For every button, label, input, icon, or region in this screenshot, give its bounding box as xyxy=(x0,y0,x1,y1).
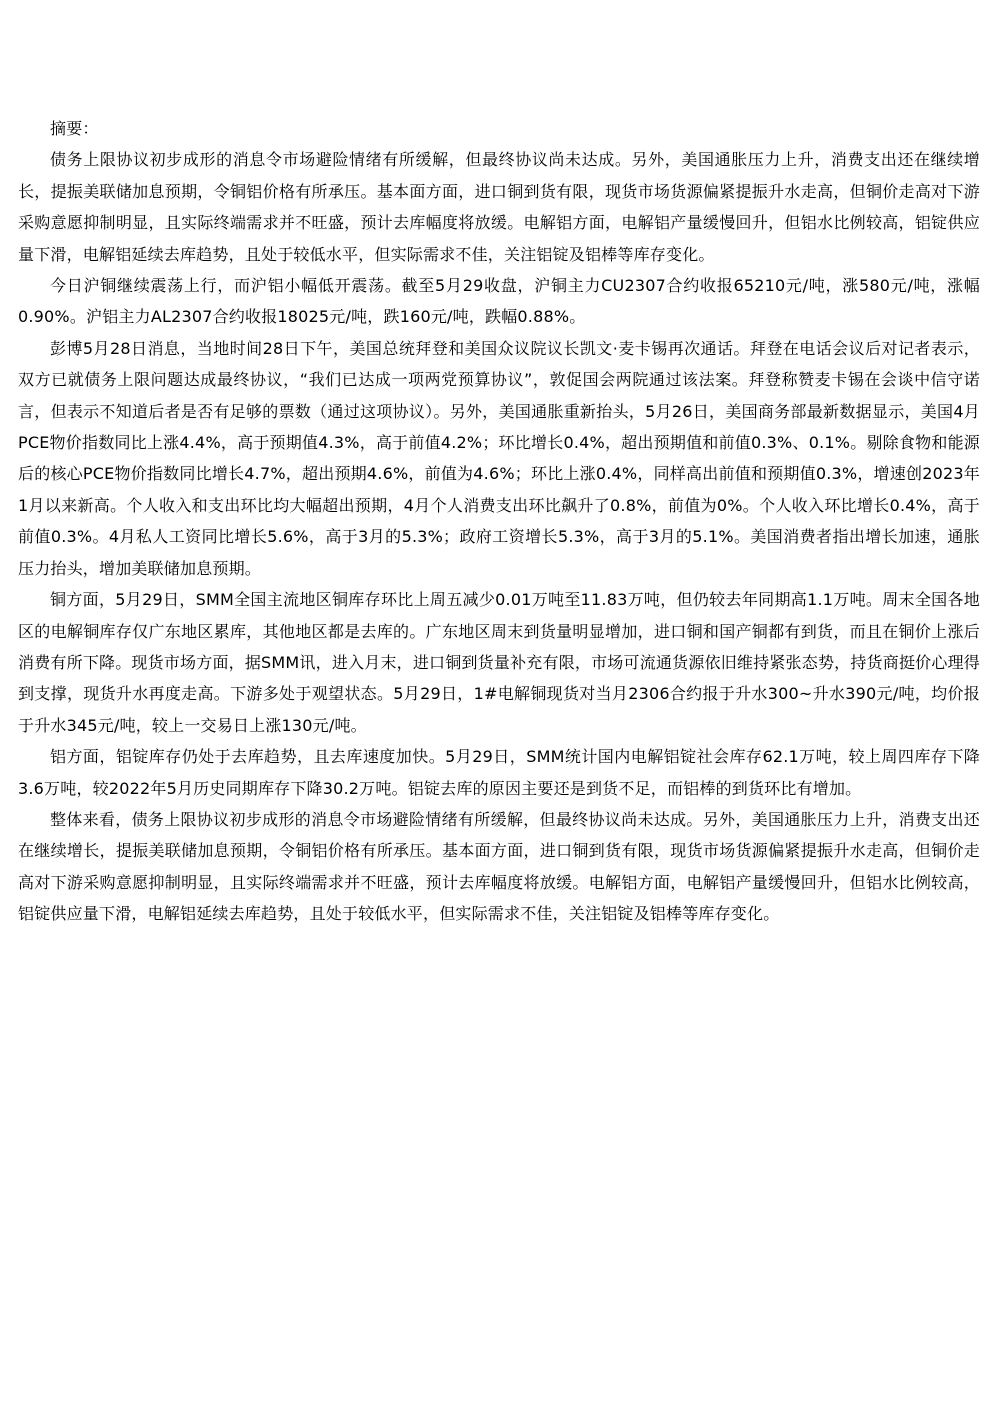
paragraph-market-close: 今日沪铜继续震荡上行，而沪铝小幅低开震荡。截至5月29收盘，沪铜主力CU2307合约收报65210元/吨，涨580元/吨，涨幅0.90%。沪铝主力AL2307合约收报18025元/吨，跌160元/吨，跌幅0.88%。 xyxy=(18,276,980,327)
paragraph-summary: 债务上限协议初步成形的消息令市场避险情绪有所缓解，但最终协议尚未达成。另外，美国通胀压力上升，消费支出还在继续增长，提振美联储加息预期，令铜铝价格有所承压。基本面方面，进口铜到货有限，现货市场货源偏紧提振升水走高，但铜价走高对下游采购意愿抑制明显，且实际终端需求并不旺盛，预计去库幅度将放缓。电解铝方面，电解铝产量缓慢回升，但铝水比例较高，铝锭供应量下滑，电解铝延续去库趋势，且处于较低水平，但实际需求不佳，关注铝锭及铝棒等库存变化。 xyxy=(18,150,980,264)
summary-heading: 摘要： xyxy=(50,119,99,138)
paragraph-aluminum: 铝方面，铝锭库存仍处于去库趋势，且去库速度加快。5月29日，SMM统计国内电解铝锭社会库存62.1万吨，较上周四库存下降3.6万吨，较2022年5月历史同期库存下降30.2万吨。铝锭去库的原因主要还是到货不足，而铝棒的到货环比有增加。 xyxy=(18,747,980,798)
paragraph-macro-news: 彭博5月28日消息，当地时间28日下午，美国总统拜登和美国众议院议长凯文·麦卡锡再次通话。拜登在电话会议后对记者表示，双方已就债务上限问题达成最终协议，“我们已达成一项两党预算协议”，敦促国会两院通过该法案。拜登称赞麦卡锡在会谈中信守诺言，但表示不知道后者是否有足够的票数（通过这项协议）。另外，美国通胀重新抬头，5月26日，美国商务部最新数据显示，美国4月PCE物价指数同比上涨4.4%，高于预期值4.3%，高于前值4.2%；环比增长0.4%，超出预期值和前值0.3%、0.1%。剔除食物和能源后的核心PCE物价指数同比增长4.7%，超出预期4.6%，前值为4.6%；环比上涨0.4%，同样高出前值和预期值0.3%，增速创2023年1月以来新高。个人收入和支出环比均大幅超出预期，4月个人消费支出环比飙升了0.8%，前值为0%。个人收入环比增长0.4%，高于前值0.3%。4月私人工资同比增长5.6%，高于3月的5.3%；政府工资增长5.3%，高于3月的5.1%。美国消费者指出增长加速，通胀压力抬头，增加美联储加息预期。 xyxy=(18,338,980,578)
document-body xyxy=(18,113,980,930)
paragraph-copper: 铜方面，5月29日，SMM全国主流地区铜库存环比上周五减少0.01万吨至11.83万吨，但仍较去年同期高1.1万吨。周末全国各地区的电解铜库存仅广东地区累库，其他地区都是去库的。广东地区周末到货量明显增加，进口铜和国产铜都有到货，而且在铜价上涨后消费有所下降。现货市场方面，据SMM讯，进入月末，进口铜到货量补充有限，市场可流通货源依旧维持紧张态势，持货商挺价心理得到支撑，现货升水再度走高。下游多处于观望状态。5月29日，1#电解铜现货对当月2306合约报于升水300~升水390元/吨，均价报于升水345元/吨，较上一交易日上涨130元/吨。 xyxy=(18,590,980,735)
paragraph-conclusion: 整体来看，债务上限协议初步成形的消息令市场避险情绪有所缓解，但最终协议尚未达成。另外，美国通胀压力上升，消费支出还在继续增长，提振美联储加息预期，令铜铝价格有所承压。基本面方面，进口铜到货有限，现货市场货源偏紧提振升水走高，但铜价走高对下游采购意愿抑制明显，且实际终端需求并不旺盛，预计去库幅度将放缓。电解铝方面，电解铝产量缓慢回升，但铝水比例较高，铝锭供应量下滑，电解铝延续去库趋势，且处于较低水平，但实际需求不佳，关注铝锭及铝棒等库存变化。 xyxy=(18,809,980,924)
